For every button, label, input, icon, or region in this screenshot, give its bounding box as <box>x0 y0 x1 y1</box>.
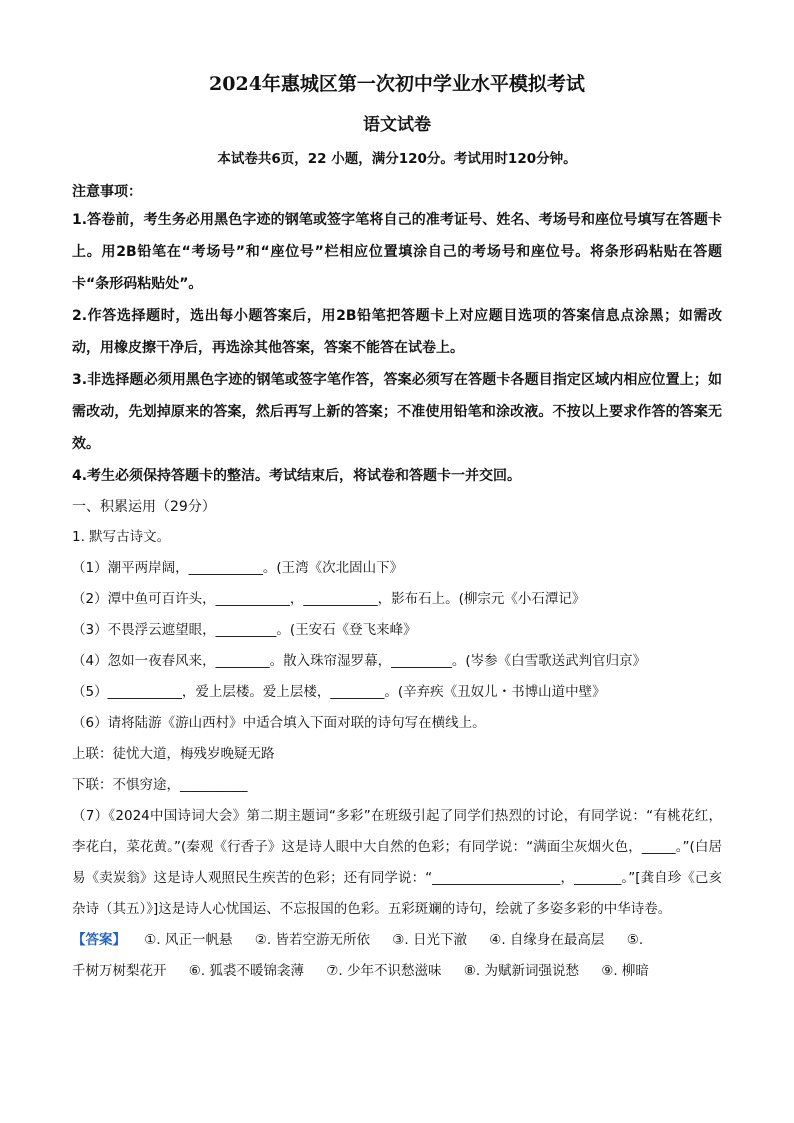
answer-item: ⑦. 少年不识愁滋味 <box>326 963 442 979</box>
exam-page <box>72 70 722 987</box>
answer-item: ⑨. 柳暗 <box>601 963 649 979</box>
answer-line-1 <box>72 925 722 956</box>
couplet-upper: 上联：徒忧大道，梅残岁晚疑无路 <box>72 746 275 762</box>
answer-item: 千树万树梨花开 <box>72 963 167 979</box>
exam-intro: 本试卷共6页，22 小题，满分120分。考试用时120分钟。 <box>217 151 577 167</box>
question-line: （6）请将陆游《游山西村》中适合填入下面对联的诗句写在横线上。 <box>72 715 486 731</box>
question-line: （3）不畏浮云遮望眼，_________。(王安石《登飞来峰》 <box>72 622 417 638</box>
notice-item-1: 1.答卷前，考生务必用黑色字迹的钢笔或签字笔将自己的准考证号、姓名、考场号和座位号填写在答题卡上。用2B铅笔在“考场号”和“座位号”栏相应位置填涂自己的考场号和座位号。将条形码粘贴在答题卡“条形码粘贴处”。 <box>72 212 722 292</box>
question-line: （4）忽如一夜春风来，________。散入珠帘湿罗幕，_________。(岑参《白雪歌送武判官归京》 <box>72 653 647 669</box>
notice-item-4: 4.考生必须保持答题卡的整洁。考试结束后，将试卷和答题卡一并交回。 <box>72 468 522 484</box>
section-heading: 一、积累运用（29分） <box>72 499 216 515</box>
question-line: （2）潭中鱼可百许头，___________，___________，影布石上。(柳宗元《小石潭记》 <box>72 591 586 607</box>
couplet-lower: 下联：不惧穷途，__________ <box>72 777 248 793</box>
answer-item: ⑧. 为赋新词强说愁 <box>463 963 579 979</box>
question-title: 1. 默写古诗文。 <box>72 529 171 545</box>
answer-item: ④. 自缘身在最高层 <box>489 932 605 948</box>
answer-item: ⑤. <box>626 932 644 948</box>
answer-item: ③. 日光下澈 <box>392 932 467 948</box>
page-subtitle: 语文试卷 <box>363 115 431 135</box>
notice-item-2: 2.作答选择题时，选出每小题答案后，用2B铅笔把答题卡上对应题目选项的答案信息点涂黑；如需改动，用橡皮擦干净后，再选涂其他答案，答案不能答在试卷上。 <box>72 308 722 356</box>
question-line: （1）潮平两岸阔，___________。(王湾《次北固山下》 <box>72 560 404 576</box>
answer-item: ⑥. 狐裘不暖锦衾薄 <box>188 963 304 979</box>
answer-item: ②. 皆若空游无所依 <box>254 932 370 948</box>
notice-item-3: 3.非选择题必须用黑色字迹的钢笔或签字笔作答，答案必须写在答题卡各题目指定区域内相应位置上；如需改动，先划掉原来的答案，然后再写上新的答案；不准使用铅笔和涂改液。不按以上要求作答的答案无效。 <box>72 372 722 452</box>
page-title: 2024年惠城区第一次初中学业水平模拟考试 <box>209 73 585 95</box>
answer-item: ①. 风正一帆悬 <box>144 932 233 948</box>
answer-tag: 【答案】 <box>72 932 126 948</box>
question-line: （5）___________，爱上层楼。爱上层楼，________。(辛弃疾《丑奴儿・书博山道中壁》 <box>72 684 606 700</box>
question-7: （7）《2024中国诗词大会》第二期主题词“多彩”在班级引起了同学们热烈的讨论，有同学说：“有桃花红，李花白，菜花黄。”(秦观《行香子》这是诗人眼中大自然的色彩；有同学说：“满面尘灰烟火色，_____。”(白居易《卖炭翁》这是诗人观照民生疾苦的色彩；还有同学说：“___________________，_______。”[龚自珍《己亥杂诗（其五）》]这是诗人心忧国运、不忘报国的色彩。五彩斑斓的诗句，绘就了多姿多彩的中华诗卷。 <box>72 808 722 917</box>
answer-line-2 <box>72 956 722 987</box>
notice-heading: 注意事项： <box>72 184 142 200</box>
